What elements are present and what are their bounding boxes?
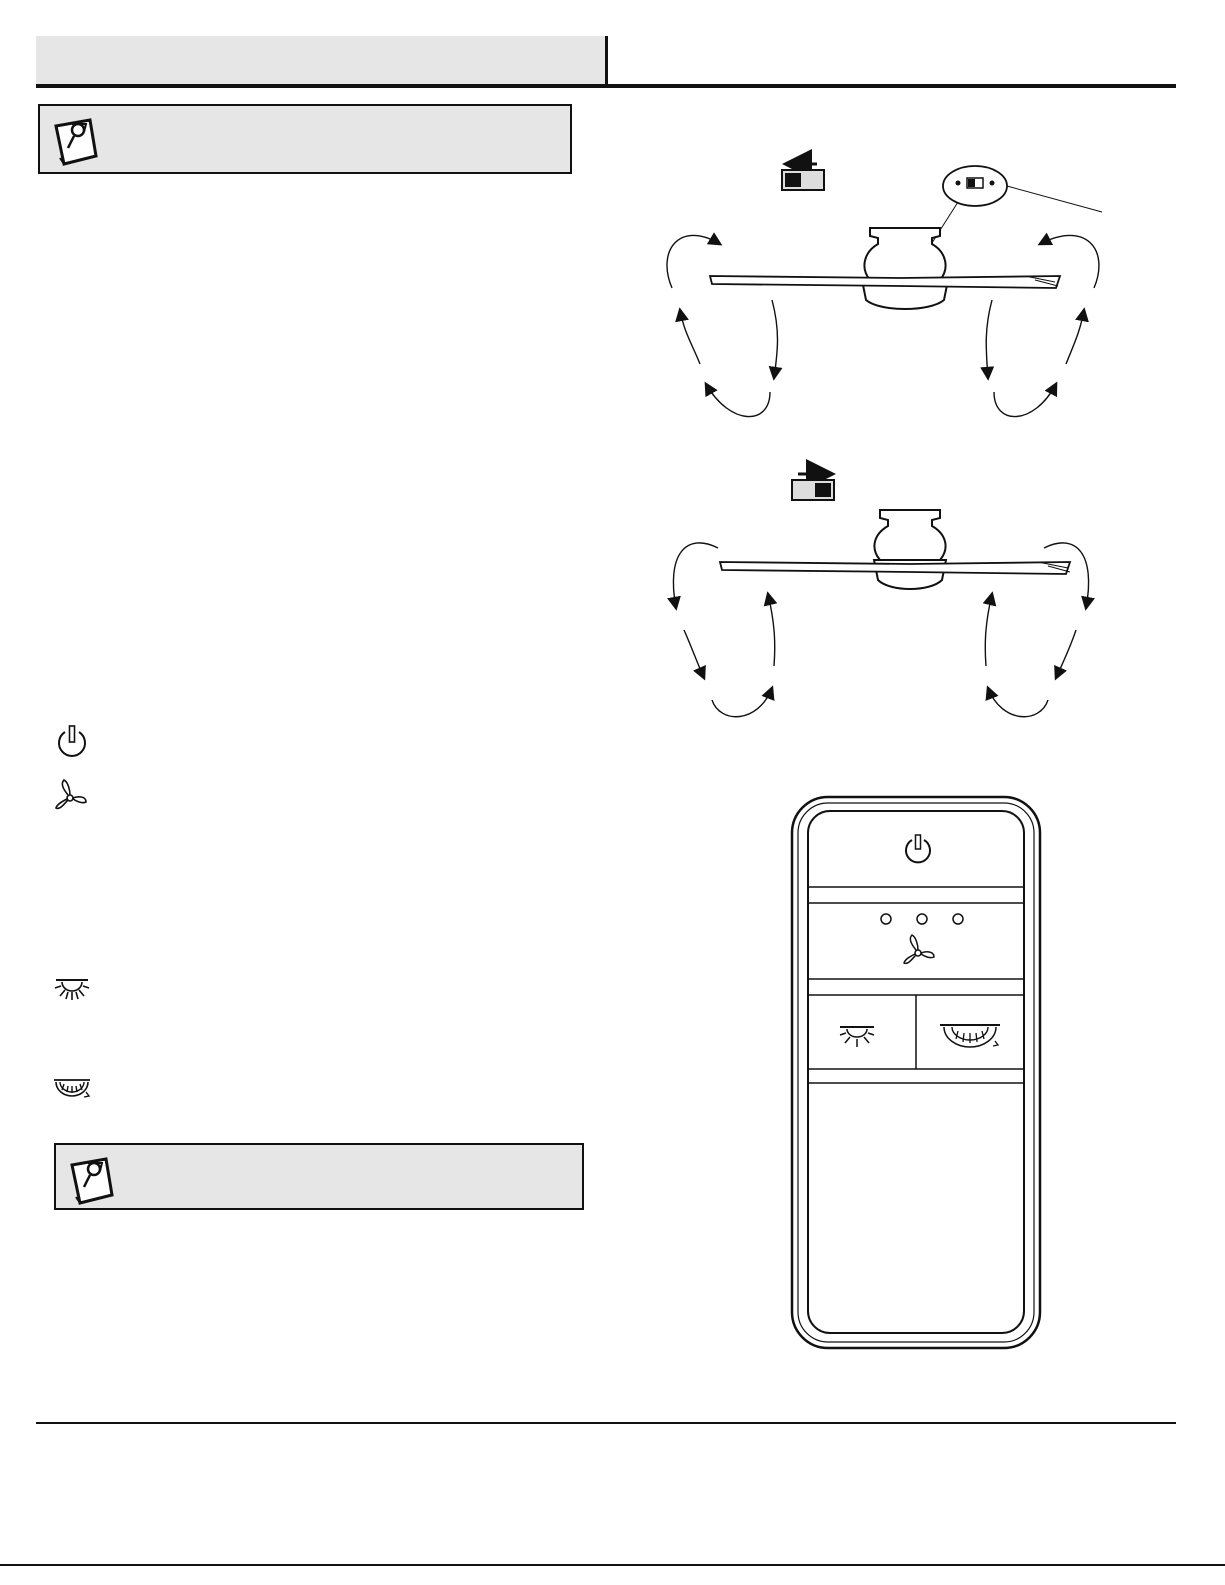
light-icon [52, 968, 92, 1008]
remote-control [790, 795, 1042, 1350]
header-divider [605, 36, 608, 85]
dimmer-icon [52, 1068, 92, 1108]
fan-icon [50, 776, 90, 816]
note-box-bottom [54, 1143, 584, 1210]
power-icon [52, 722, 92, 762]
header-rule [36, 84, 1176, 88]
fan-airflow-diagram [640, 140, 1120, 760]
header-tab [36, 36, 606, 85]
switch-left-diagram [667, 164, 1102, 417]
footer-rule [36, 1422, 1176, 1424]
note-box-top [38, 104, 572, 174]
page-bottom-edge [0, 1564, 1225, 1566]
note-pin-icon [50, 112, 100, 168]
switch-right-diagram [673, 474, 1088, 717]
note-pin-icon [66, 1151, 116, 1207]
